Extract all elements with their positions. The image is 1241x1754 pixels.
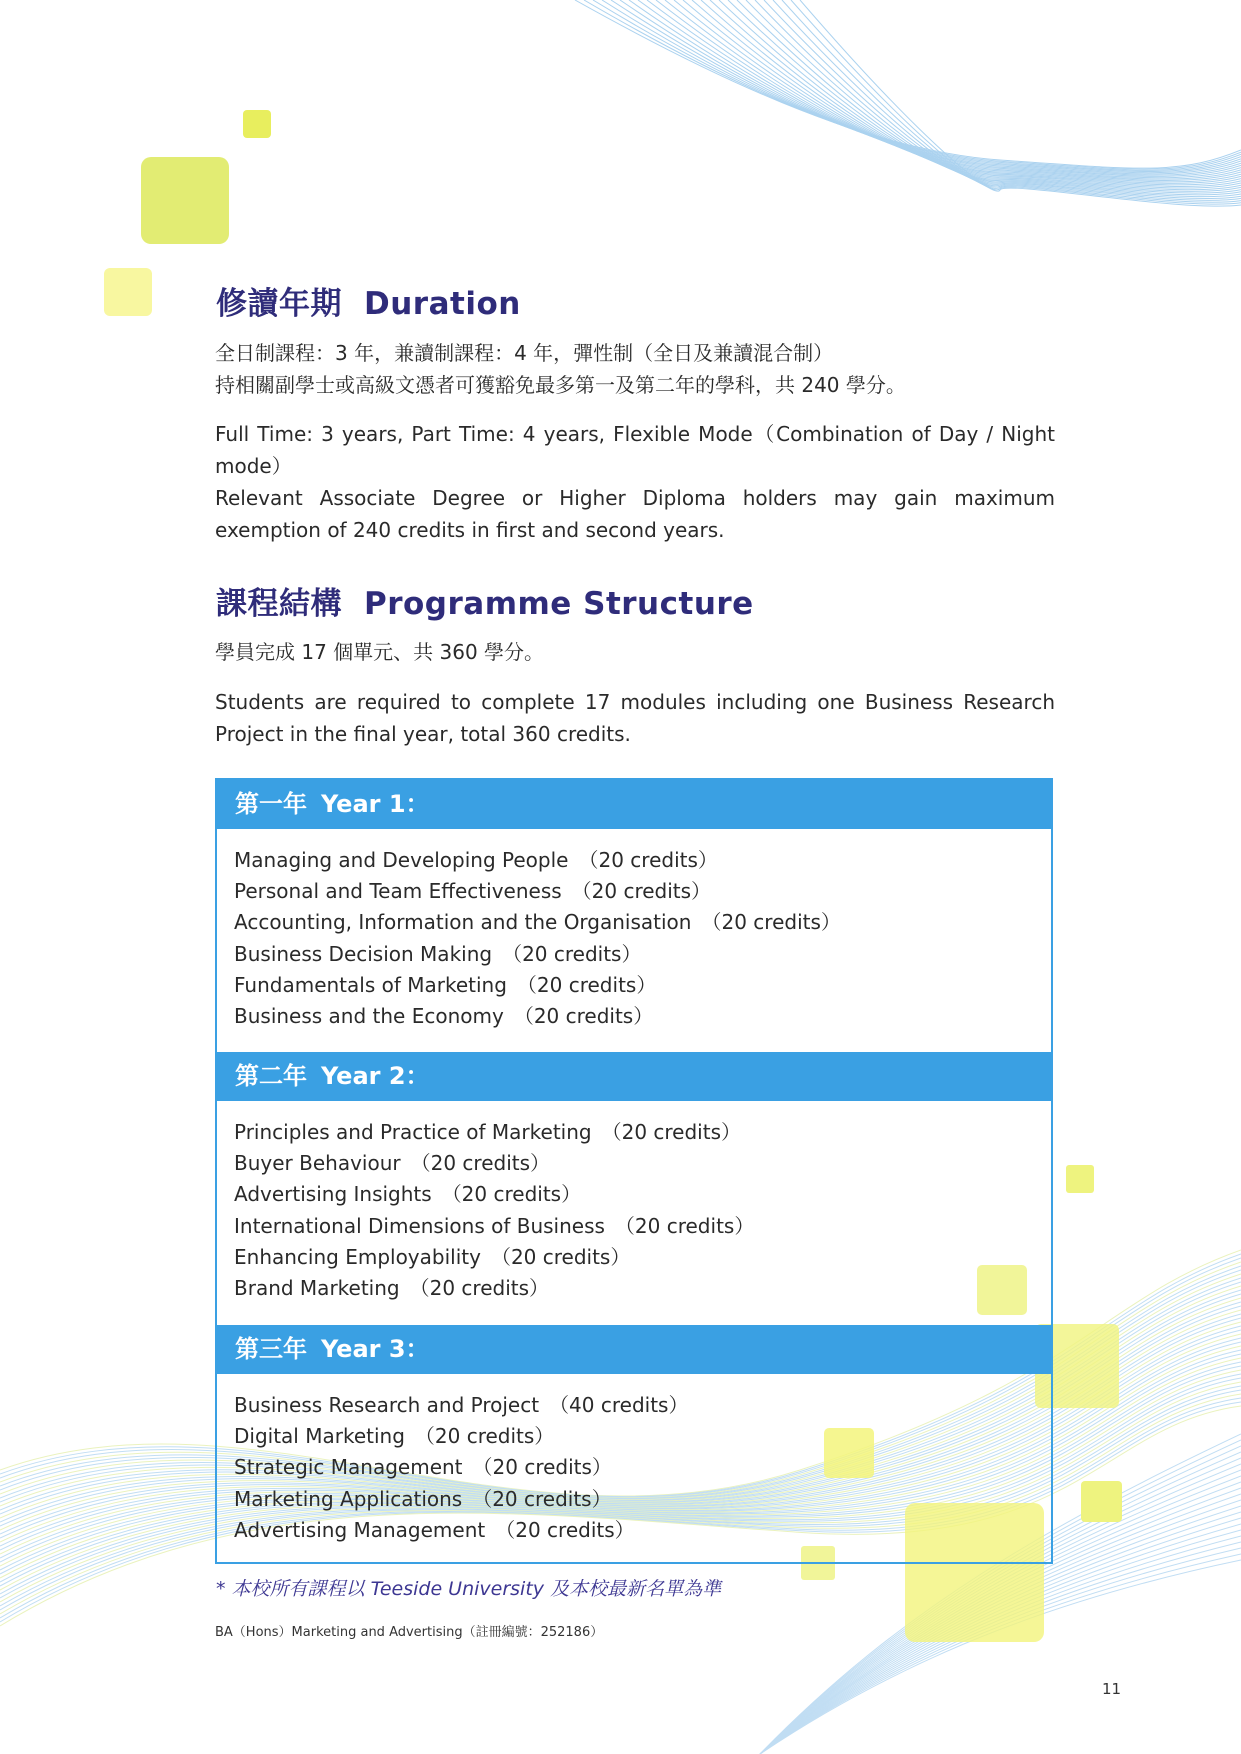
module-item: [234, 1211, 754, 1242]
module-name: Digital Marketing: [234, 1424, 405, 1449]
structure-title-zh: 課程結構: [216, 586, 342, 622]
module-credits: （20 credits）: [571, 879, 712, 904]
module-item: [234, 876, 841, 907]
module-credits: （20 credits）: [502, 941, 642, 966]
programme-structure-table: [215, 778, 1053, 1564]
module-item: [234, 1242, 754, 1273]
module-item: [234, 1179, 754, 1210]
module-name: Personal and Team Effectiveness: [234, 879, 562, 904]
year-1-modules: [234, 845, 841, 1032]
module-credits: （20 credits）: [410, 1151, 551, 1176]
year-1-label-zh: 第一年: [235, 790, 307, 818]
module-name: Accounting, Information and the Organisation: [234, 910, 692, 935]
module-item: [234, 1273, 754, 1304]
year-2-label-en: Year 2：: [321, 1062, 430, 1090]
module-credits: （40 credits）: [549, 1393, 689, 1417]
module-credits: （20 credits）: [513, 1004, 654, 1029]
module-credits: （20 credits）: [495, 1517, 635, 1542]
duration-zh-line-1: 全日制課程：3 年，兼讀制課程：4 年，彈性制（全日及兼讀混合制）: [215, 341, 834, 365]
decorative-square: [1066, 1165, 1094, 1193]
module-item: [234, 1001, 841, 1032]
duration-en-text: [215, 418, 1055, 546]
module-credits: （20 credits）: [701, 910, 841, 935]
structure-zh-text: 學員完成 17 個單元、共 360 學分。: [215, 640, 545, 664]
module-name: Fundamentals of Marketing: [234, 972, 507, 997]
duration-zh-line-2: 持相關副學士或高級文憑者可獲豁免最多第一及第二年的學科，共 240 學分。: [215, 373, 906, 397]
duration-en-line-1: Full Time: 3 years, Part Time: 4 years, Flexible Mode（Combination of Day / Night mode）: [215, 422, 1055, 478]
duration-title-en: Duration: [364, 286, 521, 322]
module-credits: （20 credits）: [614, 1213, 755, 1238]
programme-registration-footer: BA（Hons）Marketing and Advertising（註冊編號：252186）: [215, 1625, 604, 1640]
module-credits: （20 credits）: [601, 1120, 741, 1144]
module-credits: （20 credits）: [414, 1424, 555, 1449]
module-name: Managing and Developing People: [234, 848, 569, 872]
module-item: [234, 939, 841, 970]
module-name: Advertising Insights: [234, 1182, 432, 1207]
module-name: Enhancing Employability: [234, 1244, 481, 1269]
module-item: [234, 1117, 754, 1148]
module-name: International Dimensions of Business: [234, 1213, 605, 1238]
year-3-header: [217, 1325, 1051, 1374]
module-credits: （20 credits）: [441, 1182, 582, 1207]
module-name: Principles and Practice of Marketing: [234, 1120, 592, 1144]
module-name: Advertising Management: [234, 1517, 486, 1542]
year-3-label-en: Year 3：: [321, 1335, 430, 1363]
module-item: [234, 1148, 754, 1179]
module-credits: （20 credits）: [490, 1244, 631, 1269]
structure-title-en: Programme Structure: [364, 586, 754, 622]
duration-title-zh: 修讀年期: [216, 286, 342, 322]
page-number: 11: [1102, 1680, 1122, 1698]
module-name: Business Research and Project: [234, 1393, 540, 1417]
decorative-square: [104, 268, 152, 316]
module-item: [234, 1484, 688, 1515]
module-name: Buyer Behaviour: [234, 1151, 401, 1176]
structure-heading: [216, 578, 754, 623]
decorative-square: [1081, 1481, 1122, 1522]
module-item: [234, 1390, 688, 1421]
decorative-square: [243, 110, 271, 138]
year-3-label-zh: 第三年: [235, 1335, 307, 1363]
module-name: Marketing Applications: [234, 1486, 463, 1511]
duration-heading: [216, 278, 521, 323]
year-2-header: [217, 1052, 1051, 1101]
duration-en-line-2: Relevant Associate Degree or Higher Diploma holders may gain maximum exemption of 240 credits in first and second years.: [215, 486, 1055, 542]
module-credits: （20 credits）: [578, 848, 718, 872]
module-item: [234, 1515, 688, 1546]
module-item: [234, 845, 841, 876]
module-credits: （20 credits）: [409, 1276, 550, 1301]
year-2-label-zh: 第二年: [235, 1062, 307, 1090]
disclaimer-note: * 本校所有課程以 Teeside University 及本校最新名單為準: [216, 1578, 722, 1600]
module-credits: （20 credits）: [472, 1455, 612, 1480]
year-1-header: [217, 780, 1051, 829]
module-item: [234, 970, 841, 1001]
module-item: [234, 907, 841, 938]
module-name: Business and the Economy: [234, 1004, 504, 1029]
module-item: [234, 1452, 688, 1483]
module-name: Strategic Management: [234, 1455, 463, 1480]
structure-en-text: Students are required to complete 17 modules including one Business Research Project in the final year, total 360 credits.: [215, 690, 1055, 746]
module-name: Business Decision Making: [234, 941, 493, 966]
year-2-modules: [234, 1117, 754, 1304]
decorative-square: [141, 157, 229, 244]
year-3-modules: [234, 1390, 688, 1546]
module-name: Brand Marketing: [234, 1276, 400, 1301]
year-1-label-en: Year 1：: [321, 790, 430, 818]
module-credits: （20 credits）: [472, 1486, 612, 1511]
duration-zh-text: [215, 337, 1055, 401]
module-credits: （20 credits）: [516, 972, 657, 997]
module-item: [234, 1421, 688, 1452]
